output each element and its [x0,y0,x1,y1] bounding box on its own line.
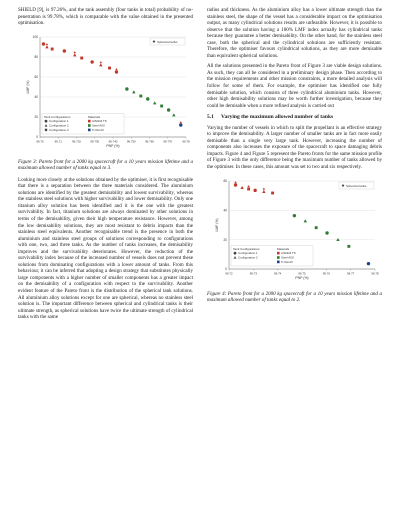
paragraph: Varying the number of vessels in which to split the propellant is an effective strategy to improve the demisability. A larger number of smaller tanks are in fact more easily demisable than a single very large tank. However, increasing the number of components also increases the exposure of the spacecraft to space damaging debris impacts. Figure 4 and Figure 5 represent the Pareto fronts for the same mission profile of Figure 3 with the only difference being the maximum number of tanks allowed by the optimiser. In these cases, this amount was set to two and six respectively. [207,124,382,171]
data-point [125,87,128,90]
legend-table-header: Materials [277,246,290,251]
legend-material-label: Ti-6Al-4V [281,259,293,264]
data-point [240,186,243,189]
figure-4-caption: Figure 4: Pareto front for a 2000 kg spacecraft for a 10 years mission lifetime and a maximum allowed number of tanks equal to 2. [207,290,382,304]
x-tick-label: 99.70 [36,139,44,144]
spherical-marker [179,121,182,124]
data-point [90,60,93,63]
data-point [63,49,66,52]
x-tick-label: 99.74 [274,271,282,276]
data-point [253,188,256,191]
y-tick-label: 20 [223,237,227,242]
data-point [247,187,250,190]
legend-material-label: Steel AISI [281,255,294,260]
data-point [80,56,83,59]
data-point [179,123,182,126]
y-tick-label: 0 [36,134,38,139]
legend-material-swatch [88,128,91,131]
y-axis-label: LMF (%) [26,80,30,94]
data-point [132,90,135,93]
x-tick-label: 99.760 [145,139,154,144]
legend-config-label: Configuration 1 [49,118,69,123]
y-tick-label: 0 [225,266,227,271]
x-tick-label: 99.73 [249,271,257,276]
data-point [325,231,328,234]
data-point [172,113,175,116]
figure-4-svg [207,175,382,287]
legend-material-swatch [88,124,91,127]
section-number: 5.1 [207,114,214,121]
data-point [234,183,237,186]
x-tick-label: 99.76 [322,271,330,276]
paragraph: radius and thickness. As the aluminium alloy has a lower ultimate strength than the stainless steel, the shape of the vessel has a considerable impact on the optimisation output, as many cylindrical solutions results are unfeasible. However, it is possible to observe that the solution having a 100% LMF index actually has cylindrical tanks because they guarantee a better demisability. On the other hand, for the stainless steel case, both the spherical and the cylindrical solutions are sufficiently resistant. Therefore, the optimiser favours cylindrical solutions, as they are more demisable than equivalent spherical solutions. [207,7,382,59]
figure-3-caption: Figure 3: Pareto front for a 2000 kg spacecraft for a 10 years mission lifetime and a maximum allowed number of tanks equal to 3. [18,158,193,172]
legend-config-icon [45,128,47,130]
data-point [167,108,170,111]
spherical-marker [115,68,118,71]
y-tick-label: 40 [223,208,227,213]
y-tick-label: 60 [34,74,38,79]
spherical-marker [46,43,49,46]
y-tick-label: 40 [34,94,38,99]
legend-config-label: Configuration 1 [238,250,258,255]
legend-table-header: Tank Configurations [44,114,71,119]
data-point [42,42,45,45]
x-axis-label: PNP (%) [106,143,120,148]
data-point [51,47,54,50]
spherical-marker [234,181,237,184]
x-tick-label: 99.740 [108,139,118,144]
y-tick-label: 60 [223,178,227,183]
data-point [73,53,76,56]
x-tick-label: 99.75 [298,271,306,276]
y-axis-label: LMF (%) [215,218,219,232]
legend-config-label: Configuration 3 [49,127,69,132]
data-point [347,244,350,247]
paragraph: SHIELD [9], is 97.26%, and the tank assembly (four tanks in total) probability of no-penetration is 99.78%, which is comparable with the value obtained in the presented optimisation. [18,7,193,27]
x-tick-label: 99.730 [90,139,100,144]
legend-label: Spherical tanks [157,39,178,44]
data-point [304,219,307,222]
data-point [108,66,111,69]
legend-material-swatch [88,119,91,122]
figure-3-svg [18,31,193,155]
legend-material-swatch [277,256,280,259]
section-heading [207,114,382,121]
data-point [262,190,265,193]
figure-4-chart [207,175,382,287]
spherical-marker [247,185,250,188]
x-tick-label: 99.78 [182,139,190,144]
data-point [99,63,102,66]
y-tick-label: 100 [32,34,38,39]
y-tick-label: 80 [34,54,38,59]
figure-3-chart [18,31,193,155]
x-tick-label: 99.77 [347,271,355,276]
legend-table-header: Materials [88,114,101,119]
paragraph: All the solutions presented in the Pareto front of Figure 3 are viable design solutions. As such, they can all be considered in a preliminary design phase. Then according to the mission requirements and other mission constraints, a more detailed analysis will follow for some of them. For example, the optimiser has identified one fully demisable solution, which consists of three cylindrical aluminium tanks. However, other high demisability solutions may be worth further investigation, because they could be demisable when a more refined analysis is carried out [207,63,382,109]
legend-config-icon [234,251,237,254]
data-point [293,214,296,217]
data-point [139,94,142,97]
data-point [146,97,149,100]
legend-material-label: AISI316 TS [92,118,107,123]
legend-label: Spherical tanks [346,183,367,188]
right-column [207,7,382,309]
section-title: Varying the maximum allowed number of tanks [221,114,334,121]
legend-table-header: Tank Configurations [233,246,260,251]
x-tick-label: 99.78 [371,271,379,276]
legend-material-label: Steel AISI [92,123,105,128]
legend-material-swatch [277,260,280,263]
legend-config-label: Configuration 2 [49,123,69,128]
x-tick-label: 99.770 [163,139,173,144]
data-point [153,101,156,104]
data-point [367,262,370,265]
legend-config-icon [45,119,48,122]
data-point [160,104,163,107]
legend-material-swatch [277,251,280,254]
legend-material-label: Ti-6Al-4V [92,127,104,132]
spherical-marker [100,61,103,64]
x-axis-label: PNP (%) [295,275,309,280]
data-point [315,226,318,229]
x-tick-label: 99.72 [225,271,233,276]
data-point [45,45,48,48]
paragraph: Looking more closely at the solutions obtained by the optimiser, it is first recognisable that there is a separation between the three materials considered. The aluminium solutions are identified by the greatest demisability and lowest survivability, whereas the stainless steel solutions with higher survivability and lower demisability. Only one titanium alloy solution has been identified and it is the one with the greatest survivability. In fact, titanium solutions are always dominated by other solutions in terms of the demisability, given their high temperature resistance. However, among the low demisability solutions, they are most resistant to debris impacts than the stainless steel equivalents. Another recognisable trend is the presence in both the aluminium and stainless steel groups of solutions corresponding to configurations with one, two, and three tanks. As the number of tanks increases, the demisability improves and the survivability deteriorates. However, the reduction of the survivability index because of the increased number of vessels does not prevent these solutions from dominating configurations with a lower amount of tanks. From this behaviour, it can be inferred that adopting a design strategy that substitutes physically large components with a higher number of smaller components has a greater impact on the demisability of a configuration with respect to the survivability. Another evident feature of the Pareto front is the distribution of the spherical tank solutions. All aluminium alloy solutions except for one are spherical, whereas no stainless steel solution is. The important difference between spherical and cylindrical tanks is their ultimate strength, as spherical solutions have twice the ultimate strength of cylindrical tanks with the same [18,176,193,321]
left-column [18,7,193,325]
x-tick-label: 99.720 [72,139,81,144]
x-tick-label: 99.750 [126,139,136,144]
spherical-marker [73,51,76,54]
x-tick-label: 99.71 [54,139,62,144]
data-point [115,70,118,73]
legend-config-label: Configuration 2 [238,255,258,260]
y-tick-label: 20 [34,114,38,119]
data-point [271,191,274,194]
legend-material-label: AISI316 TS [281,250,296,255]
spherical-marker [263,187,266,190]
